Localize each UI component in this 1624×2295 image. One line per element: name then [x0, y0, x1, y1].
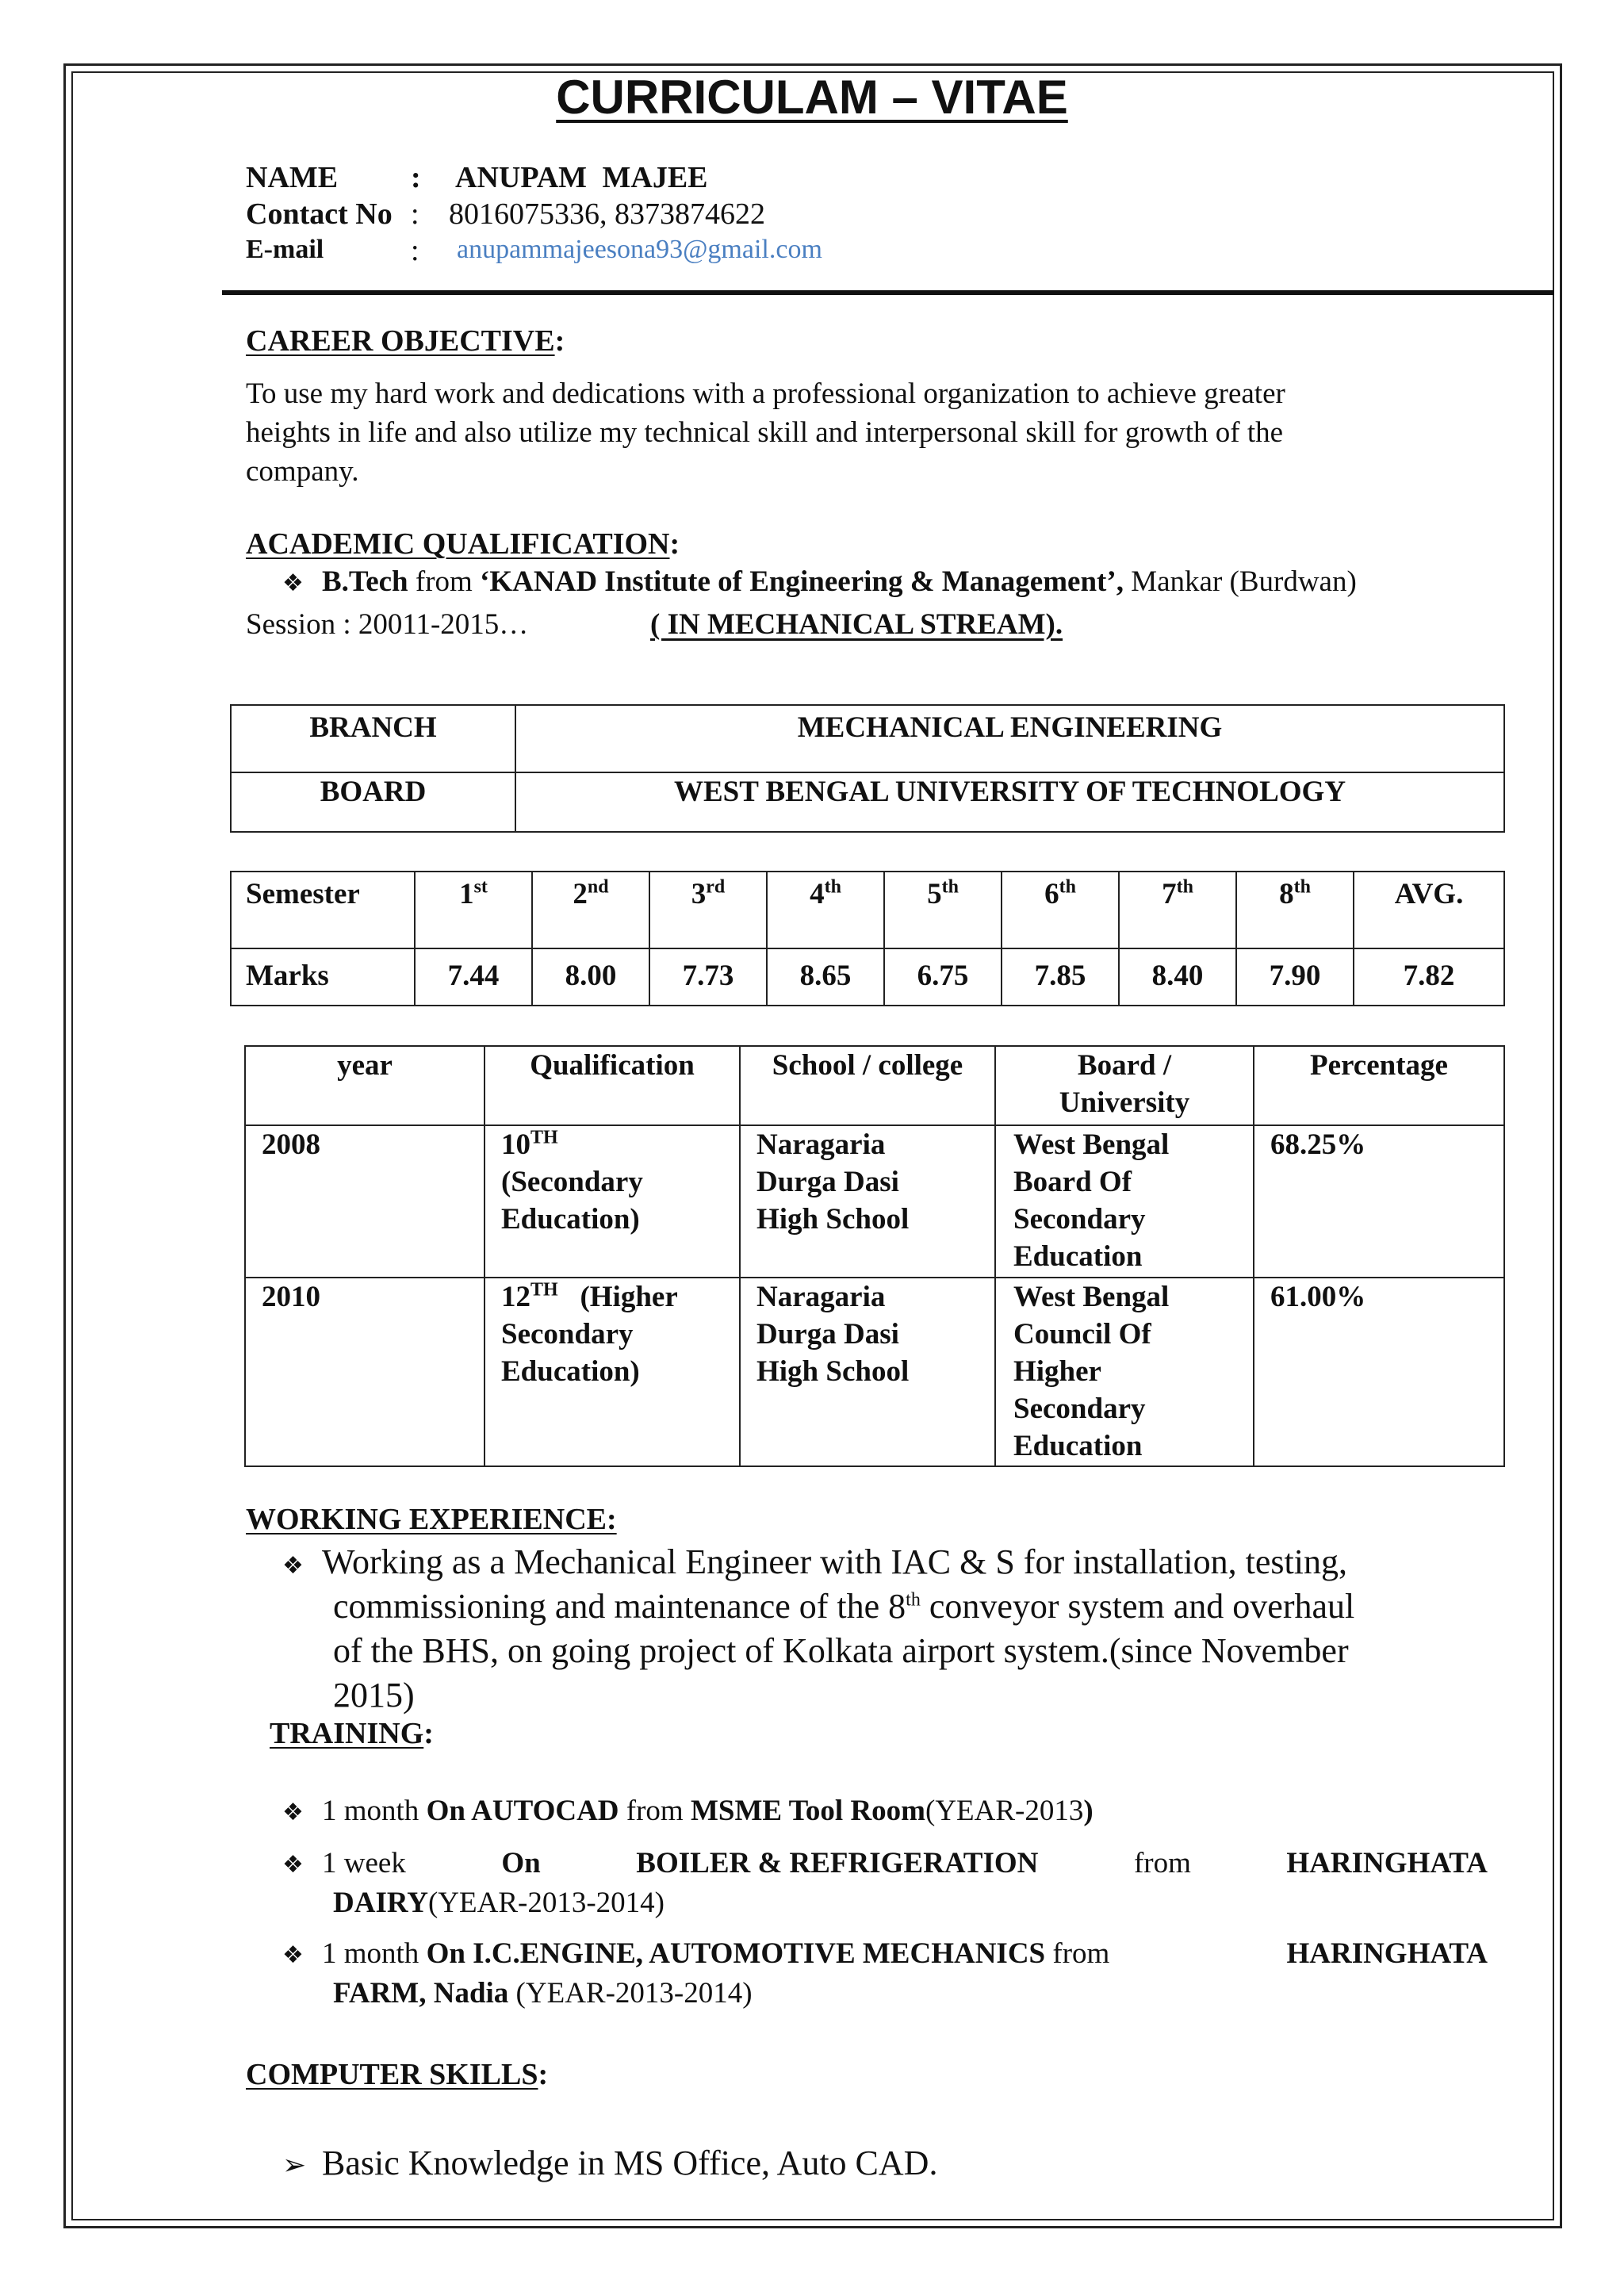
edu-header-year: year [245, 1046, 485, 1125]
board-value: WEST BENGAL UNIVERSITY OF TECHNOLOGY [515, 772, 1504, 832]
contact-label: Contact No [246, 197, 393, 231]
edu-qualification: 12TH (Higher Secondary Education) [485, 1278, 740, 1466]
work-line-4: 2015) [333, 1676, 415, 1715]
marks-7: 8.40 [1119, 948, 1236, 1006]
edu-qualification: 10TH (Secondary Education) [485, 1125, 740, 1278]
semester-label: Semester [231, 872, 415, 948]
marks-avg: 7.82 [1354, 948, 1504, 1006]
working-experience-heading: WORKING EXPERIENCE: [246, 1503, 617, 1536]
work-line-2: commissioning and maintenance of the 8th conveyor system and overhaul [333, 1587, 1355, 1626]
training-item-3: ❖ 1 month On I.C.ENGINE, AUTOMOTIVE MECHANICS from HARINGHATA FARM, Nadia (YEAR-2013-2014) [282, 1937, 1488, 2010]
career-line-1: To use my hard work and dedications with a professional organization to achieve greater [246, 377, 1285, 410]
document-title: CURRICULAM – VITAE [556, 71, 1068, 124]
edu-header-board: Board / University [995, 1046, 1254, 1125]
degree-line: ❖ B.Tech from ‘KANAD Institute of Engineering & Management’, Mankar (Burdwan) [282, 563, 1357, 603]
semester-3: 3rd [649, 872, 767, 948]
semester-1: 1st [415, 872, 532, 948]
name-sep: : [411, 161, 421, 194]
branch-row [231, 705, 1504, 772]
stream-text: ( IN MECHANICAL STREAM). [650, 608, 1063, 641]
education-table [244, 1045, 1505, 1467]
edu-header-school: School / college [740, 1046, 995, 1125]
semester-6: 6th [1002, 872, 1119, 948]
semester-8: 8th [1236, 872, 1354, 948]
semester-7: 7th [1119, 872, 1236, 948]
diamond-bullet-icon: ❖ [282, 1799, 304, 1826]
marks-6: 7.85 [1002, 948, 1119, 1006]
email-label: E-mail [246, 235, 324, 264]
semester-4: 4th [767, 872, 884, 948]
edu-percentage: 68.25% [1254, 1125, 1504, 1278]
marks-4: 8.65 [767, 948, 884, 1006]
edu-board: West Bengal Board Of Secondary Education [995, 1125, 1254, 1278]
marks-label: Marks [231, 948, 415, 1006]
branch-board-table [230, 704, 1505, 833]
edu-school: Naragaria Durga Dasi High School [740, 1278, 995, 1466]
academic-heading: ACADEMIC QUALIFICATION: [246, 527, 680, 561]
edu-board: West Bengal Council Of Higher Secondary Education [995, 1278, 1254, 1466]
contact-sep: : [411, 197, 419, 231]
work-line-3: of the BHS, on going project of Kolkata airport system.(since November [333, 1631, 1349, 1670]
name-value: ANUPAM MAJEE [455, 161, 708, 194]
arrow-bullet-icon: ➢ [282, 2149, 307, 2182]
email-link[interactable]: anupammajeesona93@gmail.com [457, 235, 822, 264]
marks-row [231, 948, 1504, 1006]
career-objective-text [246, 374, 1411, 491]
computer-skill-item: ➢ Basic Knowledge in MS Office, Auto CAD. [282, 2141, 937, 2188]
edu-header-row [245, 1046, 1504, 1125]
branch-label: BRANCH [231, 705, 515, 772]
career-line-3: company. [246, 455, 359, 488]
board-row [231, 772, 1504, 832]
marks-8: 7.90 [1236, 948, 1354, 1006]
edu-school: Naragaria Durga Dasi High School [740, 1125, 995, 1278]
edu-row-2008 [245, 1125, 1504, 1278]
edu-row-2010 [245, 1278, 1504, 1466]
career-line-2: heights in life and also utilize my technical skill and interpersonal skill for growth of the [246, 416, 1284, 449]
edu-year: 2008 [245, 1125, 485, 1278]
contact-value: 8016075336, 8373874622 [449, 197, 765, 231]
marks-2: 8.00 [532, 948, 649, 1006]
training-item-1: ❖ 1 month On AUTOCAD from MSME Tool Room(YEAR-2013) [282, 1792, 1094, 1832]
marks-3: 7.73 [649, 948, 767, 1006]
training-heading: TRAINING: [270, 1717, 434, 1750]
diamond-bullet-icon: ❖ [282, 1552, 304, 1580]
name-label: NAME [246, 161, 339, 194]
branch-value: MECHANICAL ENGINEERING [515, 705, 1504, 772]
edu-header-percentage: Percentage [1254, 1046, 1504, 1125]
career-objective-heading: CAREER OBJECTIVE: [246, 324, 565, 358]
diamond-bullet-icon: ❖ [282, 569, 304, 597]
header-divider [222, 290, 1554, 295]
email-sep: : [411, 234, 419, 267]
semester-marks-table [230, 871, 1505, 1006]
session-text: Session : 20011-2015… [246, 608, 529, 641]
edu-header-qualification: Qualification [485, 1046, 740, 1125]
semester-5: 5th [884, 872, 1002, 948]
marks-5: 6.75 [884, 948, 1002, 1006]
training-item-2: ❖ 1 week On BOILER & REFRIGERATION from HARINGHATA DAIRY(YEAR-2013-2014) [282, 1847, 1488, 1919]
edu-percentage: 61.00% [1254, 1278, 1504, 1466]
semester-avg: AVG. [1354, 872, 1504, 948]
diamond-bullet-icon: ❖ [282, 1851, 304, 1879]
edu-year: 2010 [245, 1278, 485, 1466]
board-label: BOARD [231, 772, 515, 832]
work-line-1: ❖ Working as a Mechanical Engineer with IAC & S for installation, testing, [282, 1540, 1347, 1588]
semester-2: 2nd [532, 872, 649, 948]
diamond-bullet-icon: ❖ [282, 1941, 304, 1969]
marks-1: 7.44 [415, 948, 532, 1006]
computer-skills-heading: COMPUTER SKILLS: [246, 2058, 549, 2091]
semester-row [231, 872, 1504, 948]
